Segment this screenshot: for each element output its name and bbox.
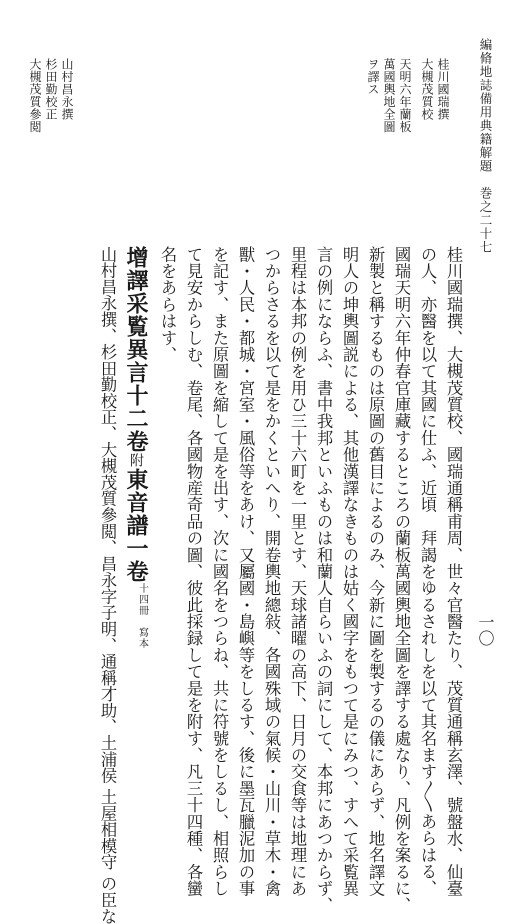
title-attached-volumes: 一: [123, 537, 149, 560]
format-note: 十四冊 寫本: [136, 583, 148, 649]
body-column: 桂川國瑞撰、大槻茂質校、國瑞通稱甫周、世々官醫たり、茂質通稱玄澤、號盤水、仙臺: [444, 246, 463, 897]
body-column: の人、亦醫を以て其國に仕ふ、近頃 拜謁をゆるされしを以て其名ます〳〵あらはる、: [418, 246, 437, 897]
title-attached: 東音譜: [123, 468, 149, 537]
margin-note-line: ヲ譯ス: [366, 58, 380, 96]
margin-note-credits: [28, 58, 74, 133]
margin-note-line: 大槻茂質參閲: [28, 58, 42, 133]
body-column: 國瑞天明六年仲春官庫藏するところの蘭板萬國輿地全圖を譯する處なり、凡例を案るに、: [392, 246, 411, 914]
margin-note-line: 大槻茂質校: [420, 58, 434, 121]
title-vol-word: 卷: [123, 430, 149, 453]
body-column: 獸・人民・都城・宮室・風俗等をあけ、又屬國・島嶼等をしるす、後に墨瓦臘泥加の事: [236, 246, 255, 897]
margin-note-source: [366, 58, 412, 133]
page-number: 一〇: [476, 614, 495, 646]
body-column: 新製と稱するものは原圖の舊目によるのみ、今新に圖を製するの儀にあらず、地名譯文: [366, 246, 385, 897]
body-column: を記す、また原圖を縮して是を出す、次に國名をつらね、共に符號をしるし、相照らし: [210, 246, 229, 897]
title-main: 增譯采覧異言: [123, 246, 149, 384]
margin-note-line: 桂川國瑞撰: [436, 58, 450, 121]
body-column: 明人の坤輿圖説による、其他漢譯なきものは姑く國字をもつて是にみつ、すへて采覧異: [340, 246, 359, 897]
body-column: つからさるを以て是をかくといへり、開卷輿地總敍、各國殊域の氣候・山川・草木・禽: [262, 246, 281, 897]
title-volumes: 十二: [123, 384, 149, 430]
credits-column: 山村昌永撰、杉田勤校正、大槻茂質參閲、昌永字子明、通稱才助、土浦侯 土屋相模守 の臣な: [98, 246, 117, 924]
margin-note-line: 萬國輿地全圖: [382, 58, 396, 133]
running-header: 編脩地誌備用典籍解題 巻之二十七: [478, 38, 493, 254]
body-column: 名をあらはす、: [158, 246, 177, 363]
entry-title: [122, 246, 152, 649]
body-column: 言の例にならふ、書中我邦といふものは和蘭人自らいふの詞にして、本邦にあつからず、: [314, 246, 333, 914]
title-attached-word: 附: [128, 453, 144, 468]
body-column: て見安からしむ、卷尾、各國物産奇品の圖、彼此採録して是を附す、凡三十四種、各蠻: [184, 246, 203, 897]
margin-note-authors: [420, 58, 450, 121]
margin-note-line: 山村昌永撰: [60, 58, 74, 121]
margin-note-line: 天明六年蘭板: [398, 58, 412, 133]
margin-note-line: 杉田勤校正: [44, 58, 58, 121]
body-column: 里程は本邦の例を用ひ三十六町を一里とす、天球諸曜の高下、日月の交食等は地理にあ: [288, 246, 307, 897]
title-vol-word-2: 卷: [123, 560, 149, 583]
